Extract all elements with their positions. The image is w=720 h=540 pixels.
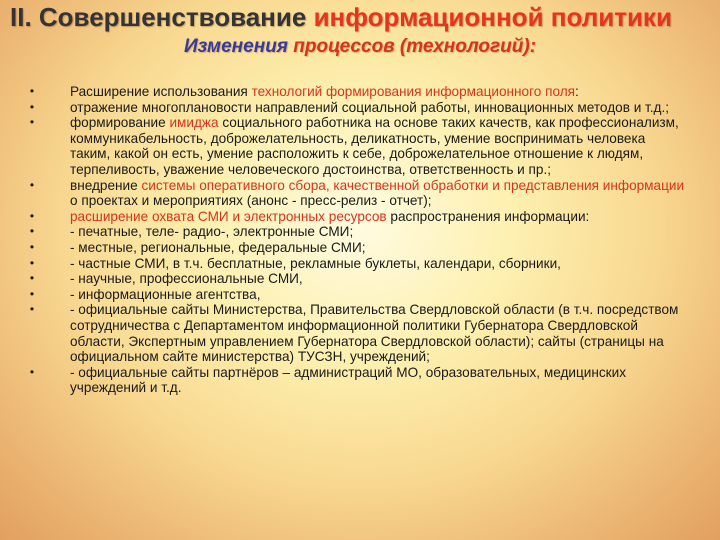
bullet-icon: •: [29, 177, 35, 192]
bullet-icon: •: [29, 271, 35, 286]
item-text: формирование: [70, 115, 170, 131]
bullet-icon: •: [29, 286, 35, 301]
item-highlight: расширение охвата СМИ и электронных ресурсов: [70, 208, 387, 224]
item-text: - официальные сайты Министерства, Правительства Свердловской области (в т.ч. посредством сотрудничества с Департаментом информационной политики Губернатора Свердловской области, Экспертным управлением Губернатора Свердловской области); сайты (страницы на официальном сайте министерства) ТУСЗН, учреждений;: [70, 302, 679, 365]
item-text: Расширение использования: [70, 84, 252, 99]
item-text: - научные, профессиональные СМИ,: [70, 271, 303, 287]
bullet-icon: •: [29, 364, 35, 379]
bullet-icon: •: [29, 115, 35, 130]
list-item: [26, 240, 686, 256]
bullet-icon: •: [29, 224, 35, 239]
item-text: внедрение: [70, 177, 142, 193]
item-highlight: имиджа: [169, 115, 219, 131]
item-text: - частные СМИ, в т.ч. бесплатные, рекламные буклеты, календари, сборники,: [70, 255, 561, 271]
item-highlight: системы оперативного сбора, качественной обработки и представления информации: [141, 177, 685, 193]
list-item: [26, 256, 686, 272]
slide-title-prefix: II. Совершенствование: [10, 2, 314, 32]
list-item: [26, 84, 686, 100]
item-text: социального работника на основе таких качеств, как профессионализм, коммуникабельность, доброжелательность, деликатность, умение воспринимать человека таким, какой он есть, умение расположить к себе, доброжелательное отношение к людям, терпеливость, уважение человеческого достоинства, ответственность и пр.;: [70, 115, 679, 177]
bullet-icon: •: [29, 208, 35, 223]
list-item: [26, 302, 686, 364]
slide-subtitle-prefix: Изменения: [183, 36, 294, 57]
bullet-icon: •: [29, 255, 35, 270]
slide-subtitle-highlight: процессов (технологий):: [293, 36, 537, 57]
list-item: [26, 209, 686, 225]
bullet-icon: •: [29, 302, 35, 317]
item-text: отражение многоплановости направлений социальной работы, инновационных методов и т.д.;: [70, 99, 670, 115]
slide-title: [10, 0, 720, 34]
list-item: [26, 271, 686, 287]
bullet-icon: •: [29, 99, 35, 114]
item-text: - официальные сайты партнёров – администраций МО, образовательных, медицинских учреждений и т.д.: [70, 364, 627, 396]
item-text: - печатные, теле- радио-, электронные СМИ;: [70, 224, 354, 240]
bullet-icon: •: [29, 84, 35, 98]
slide-subtitle: [0, 34, 720, 60]
list-item: [26, 178, 686, 209]
bullet-list: [26, 84, 686, 396]
list-item: [26, 224, 686, 240]
item-text: распространения информации:: [386, 208, 590, 224]
item-text: :: [575, 84, 579, 99]
item-text: о проектах и мероприятиях (анонс - пресс-релиз - отчет);: [70, 193, 432, 209]
list-item: [26, 100, 686, 116]
item-text: - местные, региональные, федеральные СМИ;: [70, 239, 366, 255]
list-item: [26, 365, 686, 396]
list-item: [26, 115, 686, 177]
item-highlight: технологий формирования информационного поля: [251, 84, 576, 99]
slide-title-highlight: информационной политики: [313, 2, 672, 32]
item-text: - информационные агентства,: [70, 286, 261, 302]
bullet-icon: •: [29, 239, 35, 254]
list-item: [26, 287, 686, 303]
